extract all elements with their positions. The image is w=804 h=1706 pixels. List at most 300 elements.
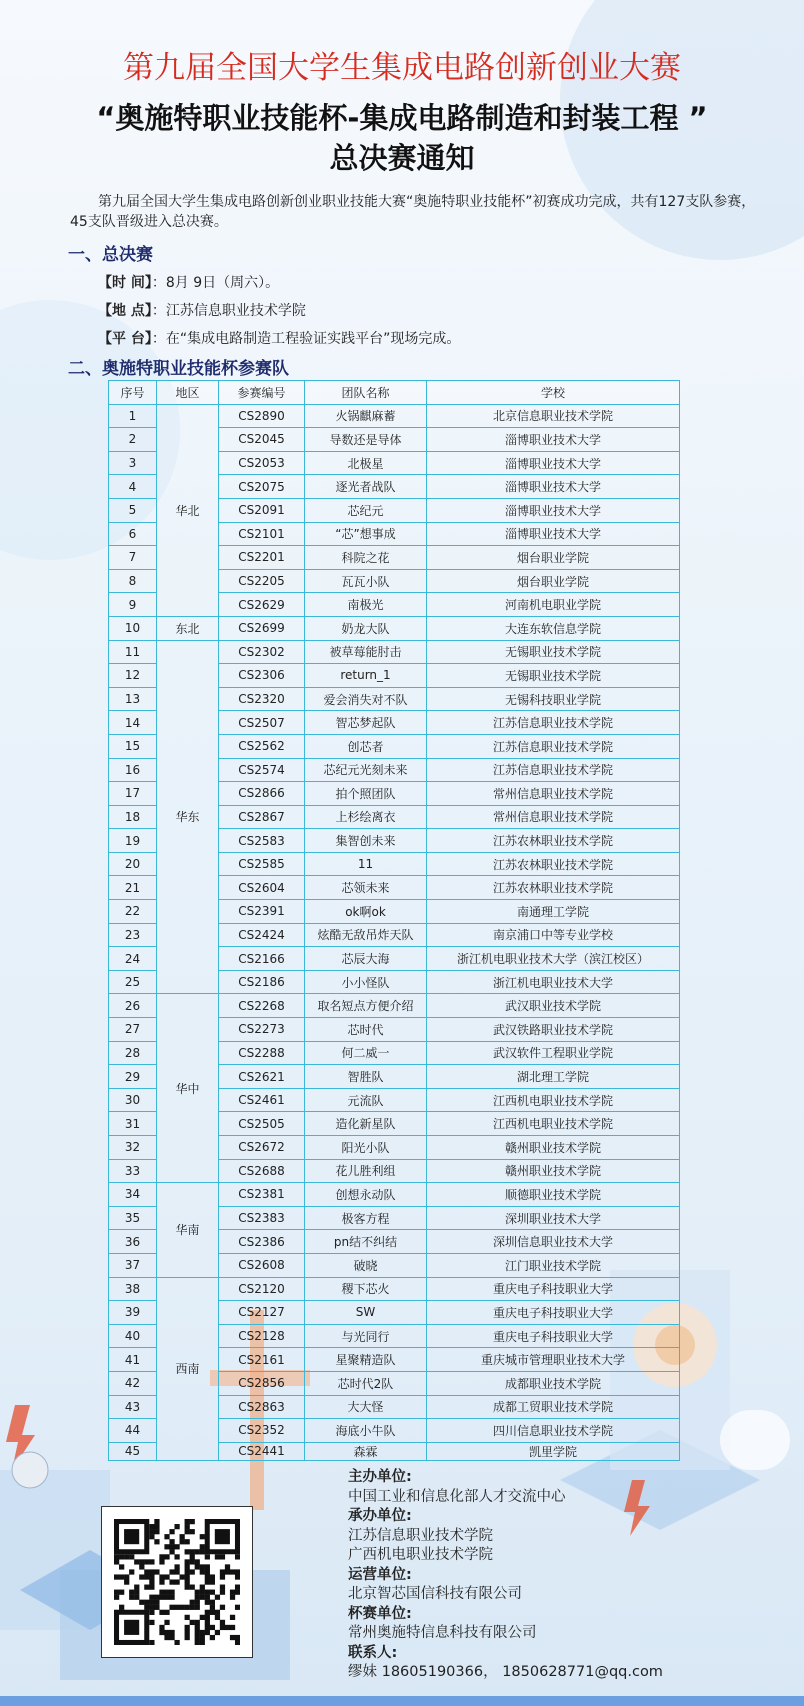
qr-module: [134, 1595, 139, 1600]
qr-module: [230, 1595, 235, 1600]
qr-module: [154, 1539, 159, 1544]
cell-school: 深圳职业技术大学: [427, 1206, 680, 1230]
cell-school: 成都工贸职业技术学院: [427, 1395, 680, 1419]
qr-module: [235, 1574, 240, 1579]
qr-module: [195, 1625, 200, 1630]
qr-module: [230, 1615, 235, 1620]
cell-code: CS2352: [219, 1419, 305, 1443]
cell-team: 拍个照团队: [305, 782, 427, 806]
qr-module: [164, 1554, 169, 1559]
cell-school: 常州信息职业技术学院: [427, 805, 680, 829]
qr-module: [149, 1620, 154, 1625]
qr-module: [144, 1605, 149, 1610]
qr-module: [235, 1590, 240, 1595]
qr-module: [200, 1534, 205, 1539]
qr-module: [124, 1579, 129, 1584]
qr-module: [200, 1544, 205, 1549]
qr-module: [180, 1539, 185, 1544]
cell-school: 淄博职业技术大学: [427, 498, 680, 522]
qr-module: [174, 1564, 179, 1569]
contact-value[interactable]: 缪妹 18605190366， 1850628771@qq.com: [348, 1664, 663, 1680]
qr-module: [195, 1630, 200, 1635]
cell-school: 河南机电职业学院: [427, 593, 680, 617]
cell-number: 7: [109, 546, 157, 570]
qr-module: [149, 1585, 154, 1590]
cell-team: 火锅麒麻蓄: [305, 404, 427, 428]
cell-team: 芯领未来: [305, 876, 427, 900]
time-value: ：8月 9日（周六）。: [151, 275, 280, 291]
qr-module: [169, 1630, 174, 1635]
cell-school: 深圳信息职业技术大学: [427, 1230, 680, 1254]
qr-module: [210, 1605, 215, 1610]
table-row: [109, 616, 680, 640]
qr-finder-pattern: [215, 1529, 230, 1544]
qr-module: [205, 1574, 210, 1579]
intro-paragraph: 第九届全国大学生集成电路创新创业职业技能大赛“奥施特职业技能杯”初赛成功完成，共有127支队参赛，45支队晋级进入总决赛。: [70, 194, 756, 230]
qr-module: [215, 1615, 220, 1620]
undertake-label: 承办单位:: [348, 1508, 412, 1524]
qr-module: [180, 1534, 185, 1539]
cell-team: ok啊ok: [305, 900, 427, 924]
qr-module: [154, 1519, 159, 1524]
qr-module: [220, 1574, 225, 1579]
qr-code-image: [114, 1519, 240, 1645]
qr-module: [230, 1590, 235, 1595]
qr-module: [200, 1549, 205, 1554]
cell-number: 36: [109, 1230, 157, 1254]
qr-module: [134, 1585, 139, 1590]
qr-module: [210, 1610, 215, 1615]
qr-module: [159, 1630, 164, 1635]
qr-module: [124, 1574, 129, 1579]
cell-school: 江苏农林职业技术学院: [427, 829, 680, 853]
qr-module: [154, 1529, 159, 1534]
qr-module: [200, 1569, 205, 1574]
table-body: [109, 404, 680, 1460]
section-heading-teams: 二、奥施特职业技能杯参赛队: [68, 359, 289, 379]
qr-module: [190, 1569, 195, 1574]
cell-number: 12: [109, 664, 157, 688]
cell-school: 成都职业技术学院: [427, 1371, 680, 1395]
cell-team: 集智创未来: [305, 829, 427, 853]
qr-module: [164, 1544, 169, 1549]
bottom-bar: [0, 1696, 804, 1706]
qr-finder-pattern: [124, 1620, 139, 1635]
cell-team: 元流队: [305, 1088, 427, 1112]
cell-code: CS2045: [219, 428, 305, 452]
qr-module: [185, 1579, 190, 1584]
cell-region: 华中: [157, 994, 219, 1183]
qr-module: [144, 1585, 149, 1590]
organizers-block: [348, 1468, 663, 1683]
qr-module: [164, 1595, 169, 1600]
qr-module: [235, 1569, 240, 1574]
cell-school: 武汉职业技术学院: [427, 994, 680, 1018]
qr-module: [180, 1605, 185, 1610]
qr-module: [139, 1564, 144, 1569]
qr-module: [185, 1564, 190, 1569]
qr-module: [235, 1554, 240, 1559]
qr-module: [169, 1544, 174, 1549]
cell-team: 阳光小队: [305, 1136, 427, 1160]
cell-code: CS2608: [219, 1253, 305, 1277]
cell-number: 20: [109, 852, 157, 876]
qr-module: [195, 1640, 200, 1645]
qr-module: [210, 1625, 215, 1630]
cell-school: 烟台职业学院: [427, 546, 680, 570]
qr-module: [220, 1605, 225, 1610]
cell-code: CS2562: [219, 734, 305, 758]
cell-school: 重庆电子科技职业大学: [427, 1301, 680, 1325]
undertake-value-1: 江苏信息职业技术学院: [348, 1527, 493, 1544]
qr-module: [154, 1600, 159, 1605]
qr-module: [190, 1529, 195, 1534]
cell-team: “芯”想事成: [305, 522, 427, 546]
qr-module: [205, 1579, 210, 1584]
cell-number: 38: [109, 1277, 157, 1301]
qr-module: [169, 1539, 174, 1544]
qr-module: [180, 1574, 185, 1579]
place-label: 【地 点】: [98, 303, 152, 319]
cell-number: 29: [109, 1065, 157, 1089]
cell-team: 与光同行: [305, 1324, 427, 1348]
qr-module: [119, 1590, 124, 1595]
cell-number: 4: [109, 475, 157, 499]
cell-team: 破晓: [305, 1253, 427, 1277]
cell-school: 重庆电子科技职业大学: [427, 1324, 680, 1348]
qr-module: [210, 1635, 215, 1640]
qr-module: [185, 1549, 190, 1554]
cell-code: CS2320: [219, 687, 305, 711]
cell-team: 花儿胜利组: [305, 1159, 427, 1183]
cell-school: 重庆城市管理职业技术大学: [427, 1348, 680, 1372]
cell-school: 江苏信息职业技术学院: [427, 711, 680, 735]
qr-module: [185, 1529, 190, 1534]
qr-module: [174, 1554, 179, 1559]
cell-number: 31: [109, 1112, 157, 1136]
column-header: 参赛编号: [219, 381, 305, 405]
qr-module: [185, 1524, 190, 1529]
qr-module: [149, 1610, 154, 1615]
qr-module: [185, 1574, 190, 1579]
host-label: 主办单位:: [348, 1469, 412, 1485]
qr-module: [200, 1615, 205, 1620]
qr-module: [129, 1569, 134, 1574]
undertake-value-2: 广西机电职业技术学院: [348, 1547, 493, 1563]
cell-school: 南京浦口中等专业学校: [427, 923, 680, 947]
cell-code: CS2268: [219, 994, 305, 1018]
qr-module: [205, 1630, 210, 1635]
qr-module: [210, 1574, 215, 1579]
table-row: [109, 640, 680, 664]
cell-code: CS2205: [219, 569, 305, 593]
qr-module: [154, 1605, 159, 1610]
qr-module: [159, 1590, 164, 1595]
table-header-row: [109, 381, 680, 405]
qr-module: [154, 1524, 159, 1529]
cell-school: 江苏信息职业技术学院: [427, 734, 680, 758]
cell-code: CS2890: [219, 404, 305, 428]
cell-number: 45: [109, 1442, 157, 1460]
qr-module: [129, 1590, 134, 1595]
cell-team: 芯时代: [305, 1018, 427, 1042]
qr-module: [174, 1569, 179, 1574]
cell-number: 32: [109, 1136, 157, 1160]
cell-code: CS2604: [219, 876, 305, 900]
cell-team: 瓦瓦小队: [305, 569, 427, 593]
cell-team: 爱会消失对不队: [305, 687, 427, 711]
cell-team: 星聚精造队: [305, 1348, 427, 1372]
qr-module: [149, 1579, 154, 1584]
cell-team: 11: [305, 852, 427, 876]
qr-module: [210, 1600, 215, 1605]
qr-module: [200, 1630, 205, 1635]
cell-team: 被草莓能肘击: [305, 640, 427, 664]
qr-module: [225, 1625, 230, 1630]
cell-code: CS2161: [219, 1348, 305, 1372]
qr-module: [159, 1610, 164, 1615]
qr-module: [159, 1579, 164, 1584]
cell-school: 淄博职业技术大学: [427, 522, 680, 546]
cell-code: CS2120: [219, 1277, 305, 1301]
cell-school: 江苏农林职业技术学院: [427, 876, 680, 900]
cell-code: CS2101: [219, 522, 305, 546]
cell-code: CS2273: [219, 1018, 305, 1042]
cell-team: 创想永动队: [305, 1183, 427, 1207]
cell-school: 浙江机电职业技术大学（滨江校区）: [427, 947, 680, 971]
cell-number: 44: [109, 1419, 157, 1443]
cell-code: CS2166: [219, 947, 305, 971]
cell-school: 凯里学院: [427, 1442, 680, 1460]
cell-code: CS2672: [219, 1136, 305, 1160]
cell-school: 淄博职业技术大学: [427, 475, 680, 499]
qr-module: [210, 1579, 215, 1584]
cell-code: CS2306: [219, 664, 305, 688]
cell-team: 大大怪: [305, 1395, 427, 1419]
cell-number: 27: [109, 1018, 157, 1042]
cell-number: 25: [109, 970, 157, 994]
qr-module: [185, 1605, 190, 1610]
cell-team: 导数还是导体: [305, 428, 427, 452]
cell-school: 江西机电职业技术学院: [427, 1088, 680, 1112]
cell-team: 海底小牛队: [305, 1419, 427, 1443]
qr-module: [235, 1585, 240, 1590]
qr-module: [149, 1534, 154, 1539]
qr-module: [220, 1554, 225, 1559]
qr-code[interactable]: [101, 1506, 253, 1658]
cell-number: 21: [109, 876, 157, 900]
qr-module: [190, 1605, 195, 1610]
qr-module: [114, 1554, 119, 1559]
info-time: [98, 272, 279, 292]
cell-school: 武汉软件工程职业学院: [427, 1041, 680, 1065]
qr-module: [190, 1620, 195, 1625]
qr-module: [205, 1625, 210, 1630]
qr-module: [169, 1549, 174, 1554]
cell-number: 11: [109, 640, 157, 664]
time-label: 【时 间】: [98, 275, 152, 291]
qr-module: [205, 1600, 210, 1605]
cell-code: CS2091: [219, 498, 305, 522]
cell-number: 30: [109, 1088, 157, 1112]
cell-number: 24: [109, 947, 157, 971]
qr-module: [195, 1605, 200, 1610]
cell-number: 14: [109, 711, 157, 735]
cell-school: 南通理工学院: [427, 900, 680, 924]
cell-code: CS2386: [219, 1230, 305, 1254]
cell-code: CS2441: [219, 1442, 305, 1460]
cell-team: 造化新星队: [305, 1112, 427, 1136]
qr-module: [200, 1564, 205, 1569]
cell-number: 17: [109, 782, 157, 806]
cell-team: 上杉绘离衣: [305, 805, 427, 829]
qr-module: [154, 1569, 159, 1574]
cell-code: CS2866: [219, 782, 305, 806]
cell-code: CS2381: [219, 1183, 305, 1207]
cell-number: 40: [109, 1324, 157, 1348]
operate-value: 北京智芯国信科技有限公司: [348, 1586, 522, 1602]
cell-code: CS2288: [219, 1041, 305, 1065]
cell-team: pn结不纠结: [305, 1230, 427, 1254]
cell-team: 芯纪元光刻未来: [305, 758, 427, 782]
qr-module: [185, 1519, 190, 1524]
cell-school: 赣州职业技术学院: [427, 1159, 680, 1183]
qr-module: [225, 1564, 230, 1569]
column-header: 地区: [157, 381, 219, 405]
qr-module: [164, 1590, 169, 1595]
qr-module: [215, 1610, 220, 1615]
qr-module: [149, 1640, 154, 1645]
cell-team: 北极星: [305, 451, 427, 475]
qr-module: [169, 1635, 174, 1640]
cell-number: 22: [109, 900, 157, 924]
qr-module: [154, 1595, 159, 1600]
cell-number: 37: [109, 1253, 157, 1277]
qr-module: [220, 1585, 225, 1590]
qr-module: [164, 1620, 169, 1625]
cell-team: 芯时代2队: [305, 1371, 427, 1395]
qr-module: [230, 1569, 235, 1574]
cell-school: 湖北理工学院: [427, 1065, 680, 1089]
qr-module: [220, 1590, 225, 1595]
cup-value: 常州奥施特信息科技有限公司: [348, 1625, 537, 1641]
cell-school: 常州信息职业技术学院: [427, 782, 680, 806]
cell-code: CS2863: [219, 1395, 305, 1419]
cell-region: 华东: [157, 640, 219, 994]
qr-module: [149, 1569, 154, 1574]
cell-school: 无锡职业技术学院: [427, 664, 680, 688]
cell-number: 23: [109, 923, 157, 947]
qr-module: [185, 1585, 190, 1590]
cell-code: CS2621: [219, 1065, 305, 1089]
cell-region: 华南: [157, 1183, 219, 1277]
cell-number: 3: [109, 451, 157, 475]
qr-module: [169, 1579, 174, 1584]
qr-module: [144, 1559, 149, 1564]
cell-school: 江门职业技术学院: [427, 1253, 680, 1277]
place-value: ：江苏信息职业技术学院: [151, 303, 306, 319]
qr-module: [190, 1559, 195, 1564]
qr-module: [114, 1559, 119, 1564]
cell-number: 15: [109, 734, 157, 758]
cell-team: 何二威一: [305, 1041, 427, 1065]
table-row: [109, 1183, 680, 1207]
cell-school: 无锡职业技术学院: [427, 640, 680, 664]
cell-team: 森霖: [305, 1442, 427, 1460]
contact-label: 联系人:: [348, 1644, 398, 1661]
qr-module: [159, 1559, 164, 1564]
qr-module: [205, 1620, 210, 1625]
qr-module: [205, 1590, 210, 1595]
table-row: [109, 994, 680, 1018]
qr-module: [235, 1635, 240, 1640]
cell-code: CS2424: [219, 923, 305, 947]
cell-number: 33: [109, 1159, 157, 1183]
cell-code: CS2856: [219, 1371, 305, 1395]
qr-module: [144, 1569, 149, 1574]
qr-module: [220, 1620, 225, 1625]
cell-code: CS2505: [219, 1112, 305, 1136]
qr-module: [205, 1564, 210, 1569]
qr-module: [185, 1625, 190, 1630]
qr-module: [149, 1574, 154, 1579]
cell-school: 淄博职业技术大学: [427, 428, 680, 452]
qr-module: [119, 1574, 124, 1579]
qr-module: [159, 1595, 164, 1600]
qr-module: [174, 1640, 179, 1645]
qr-module: [139, 1559, 144, 1564]
cell-team: 极客方程: [305, 1206, 427, 1230]
section-heading-final: 一、总决赛: [68, 245, 153, 265]
cell-team: 科院之花: [305, 546, 427, 570]
cell-team: return_1: [305, 664, 427, 688]
qr-module: [195, 1595, 200, 1600]
qr-module: [159, 1554, 164, 1559]
qr-module: [169, 1595, 174, 1600]
qr-module: [139, 1574, 144, 1579]
qr-module: [185, 1559, 190, 1564]
qr-module: [225, 1569, 230, 1574]
cell-code: CS2053: [219, 451, 305, 475]
platform-label: 【平 台】: [98, 331, 152, 347]
cell-school: 武汉铁路职业技术学院: [427, 1018, 680, 1042]
cell-school: 江苏信息职业技术学院: [427, 758, 680, 782]
cell-team: 逐光者战队: [305, 475, 427, 499]
cell-code: CS2186: [219, 970, 305, 994]
qr-module: [169, 1590, 174, 1595]
cell-number: 34: [109, 1183, 157, 1207]
cell-number: 9: [109, 593, 157, 617]
cell-school: 浙江机电职业技术大学: [427, 970, 680, 994]
qr-module: [185, 1635, 190, 1640]
page-title: 第九届全国大学生集成电路创新创业大赛: [123, 50, 681, 86]
qr-module: [119, 1564, 124, 1569]
qr-module: [119, 1554, 124, 1559]
qr-module: [215, 1595, 220, 1600]
cell-team: 智胜队: [305, 1065, 427, 1089]
cell-school: 淄博职业技术大学: [427, 451, 680, 475]
cell-school: 江西机电职业技术学院: [427, 1112, 680, 1136]
info-place: [98, 300, 306, 320]
qr-module: [149, 1529, 154, 1534]
cell-number: 5: [109, 498, 157, 522]
column-header: 团队名称: [305, 381, 427, 405]
cell-number: 1: [109, 404, 157, 428]
qr-module: [134, 1590, 139, 1595]
cell-team: 稷下芯火: [305, 1277, 427, 1301]
qr-module: [215, 1630, 220, 1635]
cell-code: CS2391: [219, 900, 305, 924]
